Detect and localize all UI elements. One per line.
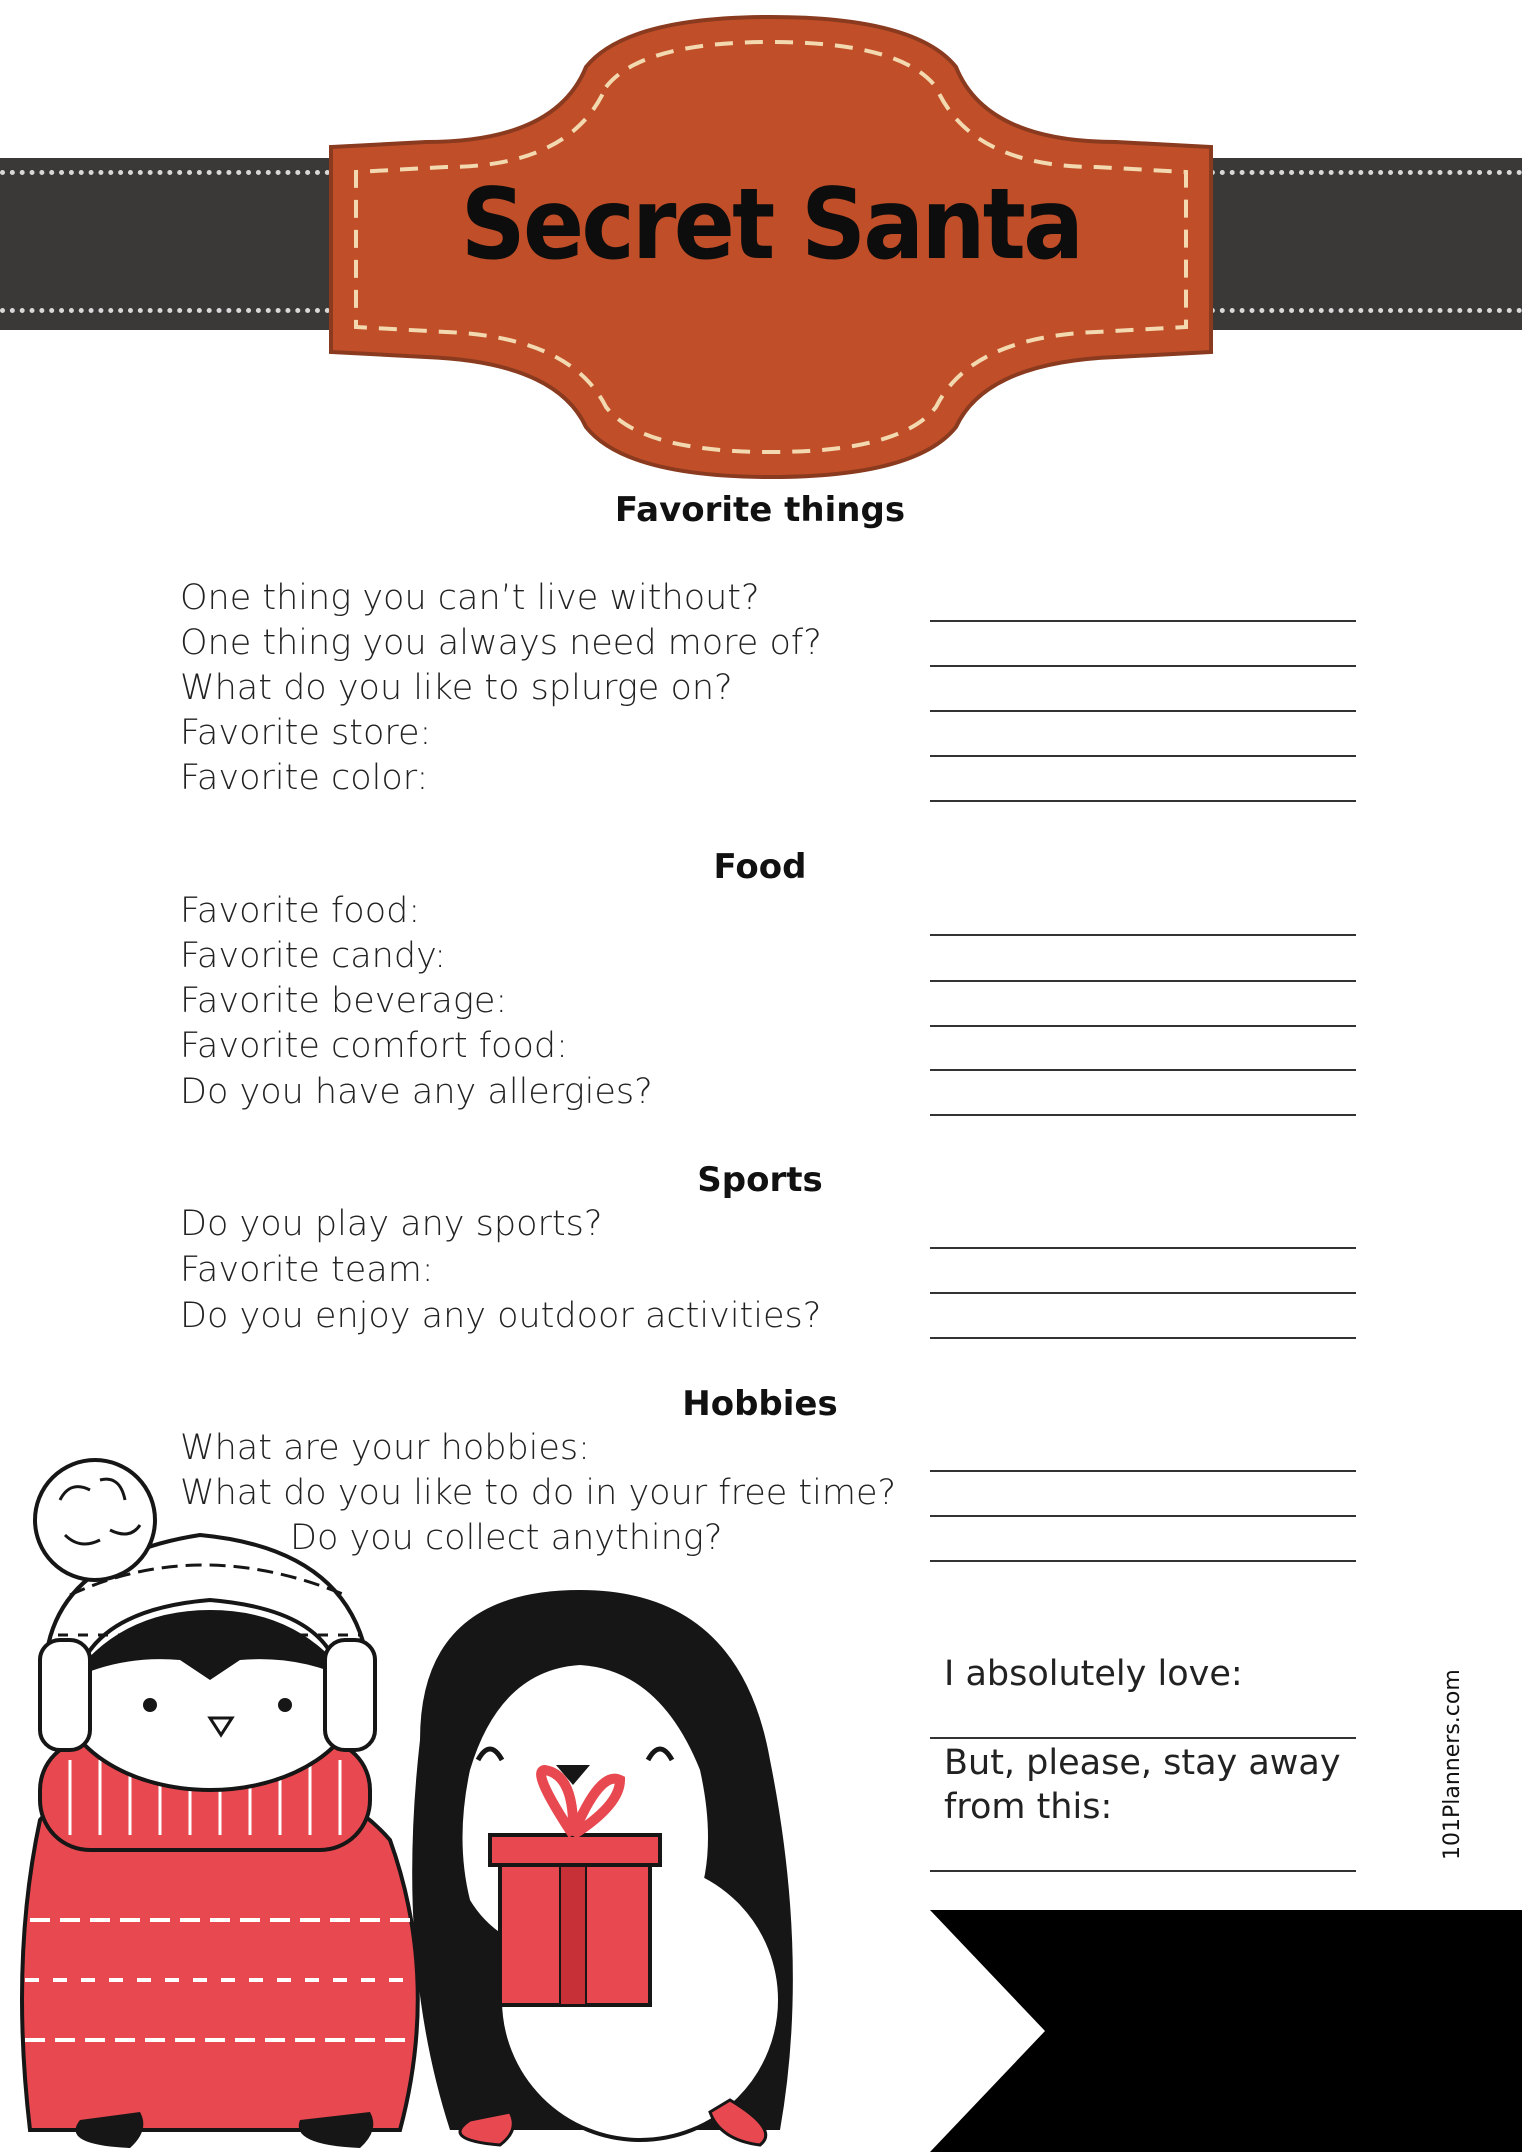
avoid-note-label: But, please, stay away from this:: [944, 1743, 1341, 1827]
question-text: Favorite beverage:: [180, 981, 508, 1021]
question-text: What are your hobbies:: [180, 1428, 590, 1468]
question-text: What do you like to do in your free time?: [180, 1473, 897, 1513]
question-text: Favorite team:: [180, 1250, 434, 1290]
answer-line[interactable]: [930, 665, 1356, 667]
page-title: Secret Santa: [460, 168, 1082, 282]
section-heading-food: Food: [713, 847, 807, 887]
question-text: Favorite color:: [180, 758, 429, 798]
question-text: Favorite candy:: [180, 936, 447, 976]
question-text: Favorite comfort food:: [180, 1026, 568, 1066]
question-text: Do you play any sports?: [180, 1204, 603, 1244]
question-text: Do you have any allergies?: [180, 1072, 653, 1112]
avoid-answer-line[interactable]: [930, 1870, 1356, 1872]
answer-line[interactable]: [930, 1069, 1356, 1071]
question-text: What do you like to splurge on?: [180, 668, 733, 708]
section-heading-hobbies: Hobbies: [682, 1384, 838, 1424]
question-text: Favorite store:: [180, 713, 432, 753]
question-text: Favorite food:: [180, 891, 421, 931]
question-text: Do you enjoy any outdoor activities?: [180, 1296, 822, 1336]
answer-line[interactable]: [930, 1515, 1356, 1517]
ribbon-left: [0, 158, 340, 330]
answer-line[interactable]: [930, 620, 1356, 622]
answer-line[interactable]: [930, 800, 1356, 802]
love-answer-line[interactable]: [930, 1737, 1356, 1739]
penguins-illustration: [0, 1440, 840, 2152]
answer-line[interactable]: [930, 755, 1356, 757]
brand-watermark: 101Planners.com: [1440, 1669, 1465, 1860]
answer-line[interactable]: [930, 1025, 1356, 1027]
question-text: One thing you always need more of?: [180, 623, 822, 663]
answer-line[interactable]: [930, 1560, 1356, 1562]
answer-line[interactable]: [930, 1114, 1356, 1116]
answer-line[interactable]: [930, 1247, 1356, 1249]
section-heading-sports: Sports: [697, 1160, 823, 1200]
ribbon-right: [1200, 158, 1522, 330]
love-note-label: I absolutely love:: [944, 1654, 1243, 1694]
answer-line[interactable]: [930, 980, 1356, 982]
question-text: Do you collect anything?: [290, 1518, 723, 1558]
answer-line[interactable]: [930, 1292, 1356, 1294]
answer-line[interactable]: [930, 934, 1356, 936]
answer-line[interactable]: [930, 1337, 1356, 1339]
section-heading-favorite-things: Favorite things: [614, 490, 906, 530]
answer-line[interactable]: [930, 1470, 1356, 1472]
answer-line[interactable]: [930, 710, 1356, 712]
question-text: One thing you can’t live without?: [180, 578, 760, 618]
black-banner: [930, 1910, 1522, 2152]
